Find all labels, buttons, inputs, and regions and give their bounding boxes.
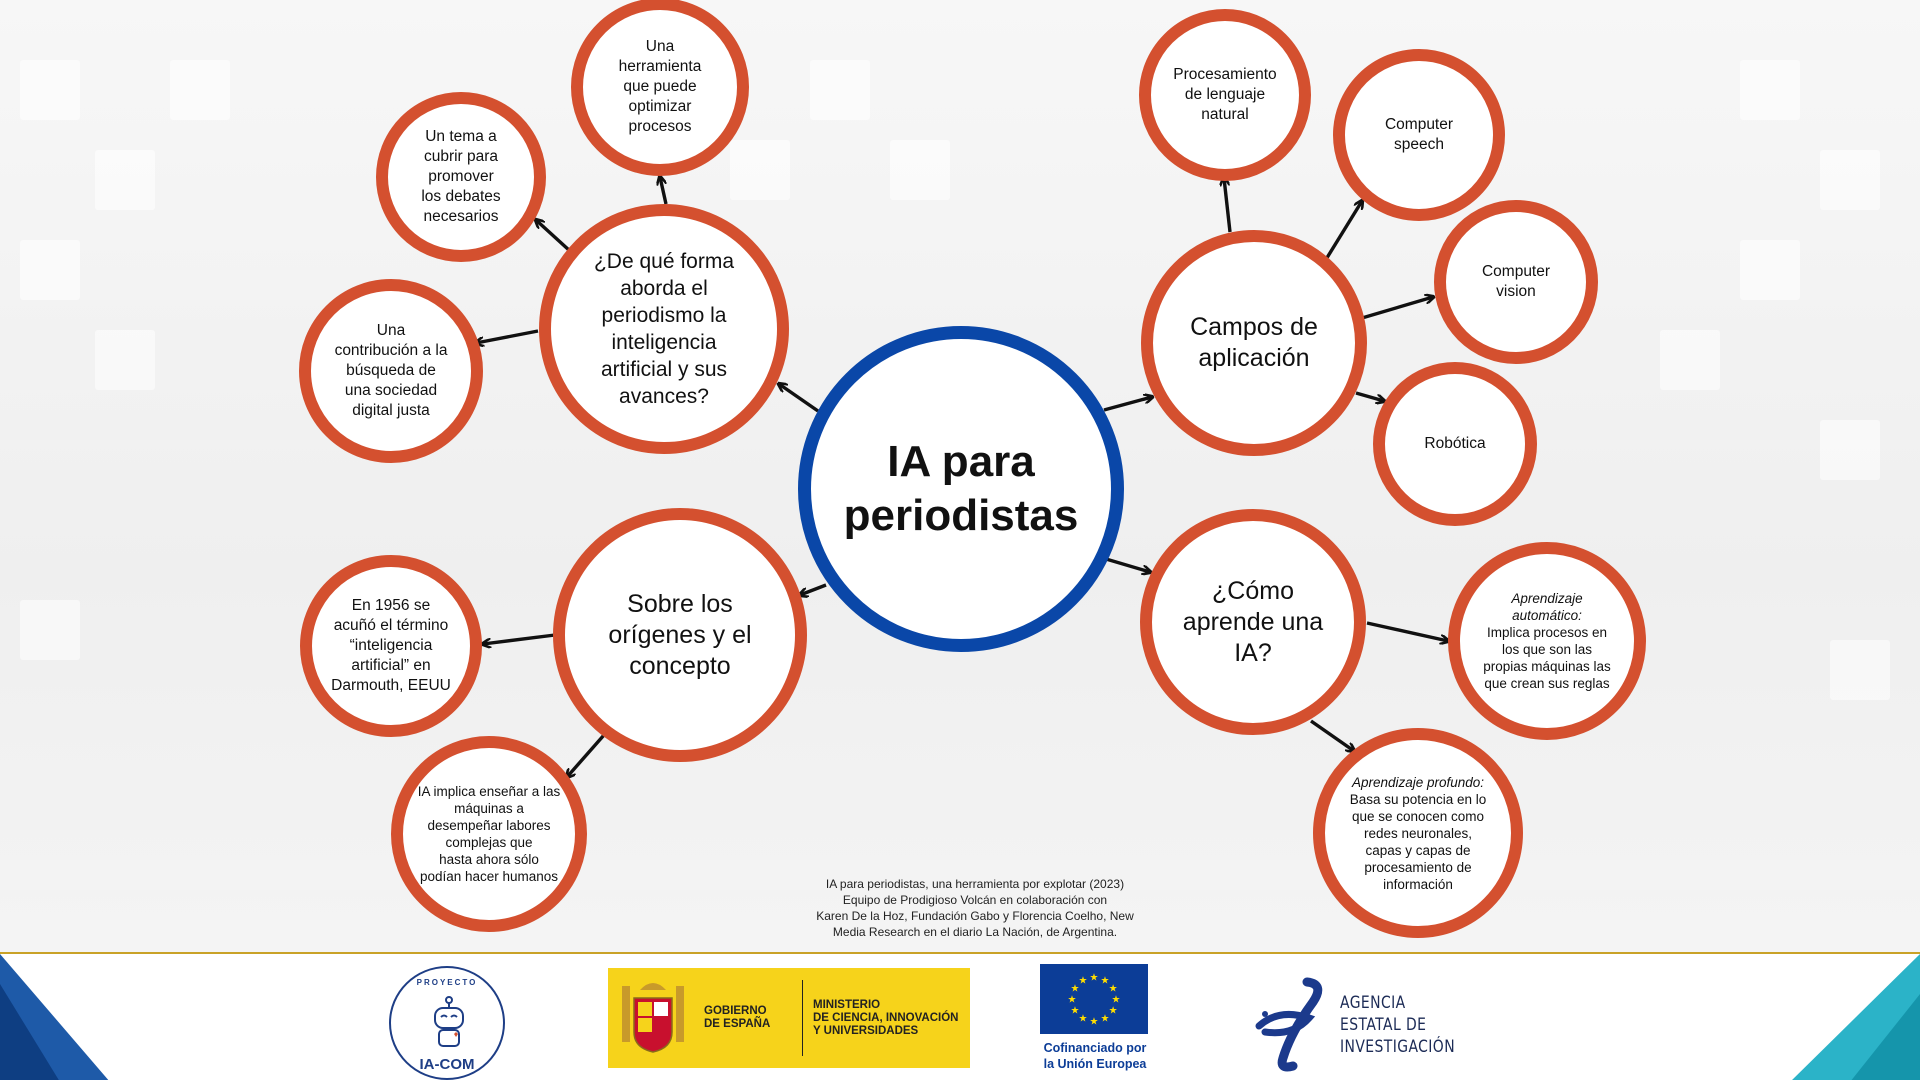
leaf-text-herramienta: Una herramienta que puede optimizar procesos xyxy=(618,38,702,135)
spain-coat-of-arms-icon xyxy=(608,968,698,1068)
branch-node-aprende xyxy=(1140,509,1366,735)
robot-icon xyxy=(427,994,471,1052)
eu-star-icon: ★ xyxy=(1078,975,1088,987)
arrow-campos-to-vision xyxy=(1362,297,1433,318)
arrow-aprende-to-prof xyxy=(1311,721,1354,751)
iacom-logo-small-text: PROYECTO xyxy=(416,978,478,987)
leaf-node-speech xyxy=(1333,49,1505,221)
eu-star-icon: ★ xyxy=(1067,994,1077,1006)
branch-label-aprende: ¿Cómo aprende una IA? xyxy=(1182,576,1324,667)
aei-text: AGENCIA ESTATAL DE INVESTIGACIÓN xyxy=(1340,993,1456,1057)
credit-lines: IA para periodistas, una herramienta por explotar (2023) Equipo de Prodigioso Volcán en colaboración con Karen De la Hoz, Fundación Gabo y Florencia Coelho, New Media Research en el diario La Nación, de Argentina. xyxy=(816,877,1134,939)
gobierno-logo xyxy=(608,968,970,1068)
corner-decoration-right-dark xyxy=(1850,994,1920,1080)
eu-star-icon: ★ xyxy=(1108,983,1118,995)
arrow-center-to-origenes xyxy=(800,585,826,595)
eu-cofinanciado-text: Cofinanciado por la Unión Europea xyxy=(1043,1041,1147,1071)
corner-decoration-left-dark xyxy=(0,984,60,1080)
arrow-forma-to-herramienta xyxy=(660,177,666,204)
leaf-text-ensenar: IA implica enseñar a las máquinas a desempeñar labores complejas que hasta ahora sólo podían hacer humanos xyxy=(417,784,561,884)
leaf-node-auto xyxy=(1448,542,1646,740)
leaf-text-auto: Implica procesos en los que son las propias máquinas las que crean sus reglas xyxy=(1483,625,1611,691)
arrow-forma-to-contribucion xyxy=(476,331,538,343)
arrow-campos-to-pln xyxy=(1224,178,1230,232)
arrow-campos-to-robotica xyxy=(1356,393,1384,401)
leaf-node-pln xyxy=(1139,9,1311,181)
leaf-text-tema: Un tema a cubrir para promover los debates necesarios xyxy=(421,128,501,225)
leaf-text-prof: Basa su potencia en lo que se conocen como redes neuronales, capas y capas de procesamiento de información xyxy=(1349,791,1487,892)
eu-star-icon: ★ xyxy=(1100,975,1110,987)
iacom-logo xyxy=(389,966,505,1080)
gobierno-divider xyxy=(802,980,803,1056)
arrow-campos-to-speech xyxy=(1325,201,1362,261)
leaf-title-prof: Aprendizaje profundo: xyxy=(1351,774,1485,790)
branch-label-origenes: Sobre los orígenes y el concepto xyxy=(608,589,752,680)
leaf-text-en1956: En 1956 se acuñó el término “inteligencia artificial” en Darmouth, EEUU xyxy=(331,597,451,694)
eu-star-icon: ★ xyxy=(1100,1013,1110,1025)
eu-flag-icon xyxy=(1040,964,1148,1034)
ministerio-text: MINISTERIO DE CIENCIA, INNOVACIÓN Y UNIVERSIDADES xyxy=(813,998,959,1037)
leaf-text-vision: Computer vision xyxy=(1481,263,1551,300)
eu-star-icon: ★ xyxy=(1070,1005,1080,1017)
footer-bar xyxy=(0,952,1920,1080)
leaf-text-speech: Computer speech xyxy=(1384,116,1454,153)
leaf-text-contribucion: Una contribución a la búsqueda de una sociedad digital justa xyxy=(334,322,448,419)
leaf-node-vision xyxy=(1434,200,1598,364)
center-node xyxy=(798,326,1124,652)
eu-star-icon: ★ xyxy=(1078,1013,1088,1025)
branch-node-campos xyxy=(1141,230,1367,456)
leaf-node-en1956 xyxy=(300,555,482,737)
branch-label-forma: ¿De qué forma aborda el periodismo la inteligencia artificial y sus avances? xyxy=(593,250,735,408)
eu-star-icon: ★ xyxy=(1070,983,1080,995)
gobierno-text: GOBIERNO DE ESPAÑA xyxy=(704,1005,771,1030)
arrow-center-to-forma xyxy=(779,384,818,411)
eu-star-icon: ★ xyxy=(1111,994,1121,1006)
leaf-node-robotica xyxy=(1373,362,1537,526)
arrow-center-to-campos xyxy=(1104,397,1152,410)
leaf-node-contribucion xyxy=(299,279,483,463)
leaf-title-auto: Aprendizaje automático: xyxy=(1511,591,1583,623)
leaf-text-pln: Procesamiento de lenguaje natural xyxy=(1173,66,1277,123)
arrow-forma-to-tema xyxy=(536,220,570,251)
leaf-text-robotica: Robótica xyxy=(1424,435,1486,452)
aei-logo-icon xyxy=(1245,974,1335,1079)
leaf-node-tema xyxy=(376,92,546,262)
branch-label-campos: Campos de aplicación xyxy=(1190,313,1318,372)
eu-star-icon: ★ xyxy=(1108,1005,1118,1017)
leaf-node-herramienta xyxy=(571,0,749,176)
leaf-node-ensenar xyxy=(391,736,587,932)
iacom-logo-name: IA-COM xyxy=(419,1056,475,1073)
branch-node-origenes xyxy=(553,508,807,762)
leaf-node-prof xyxy=(1313,728,1523,938)
branch-node-forma xyxy=(539,204,789,454)
center-title: IA para periodistas xyxy=(843,437,1079,540)
arrow-origenes-to-en1956 xyxy=(483,635,555,644)
eu-star-icon: ★ xyxy=(1089,972,1099,984)
eu-star-icon: ★ xyxy=(1089,1016,1099,1028)
credit-text xyxy=(815,876,1135,940)
arrow-origenes-to-ensenar xyxy=(567,735,604,777)
arrow-center-to-aprende xyxy=(1106,559,1150,572)
arrow-aprende-to-auto xyxy=(1367,623,1448,641)
